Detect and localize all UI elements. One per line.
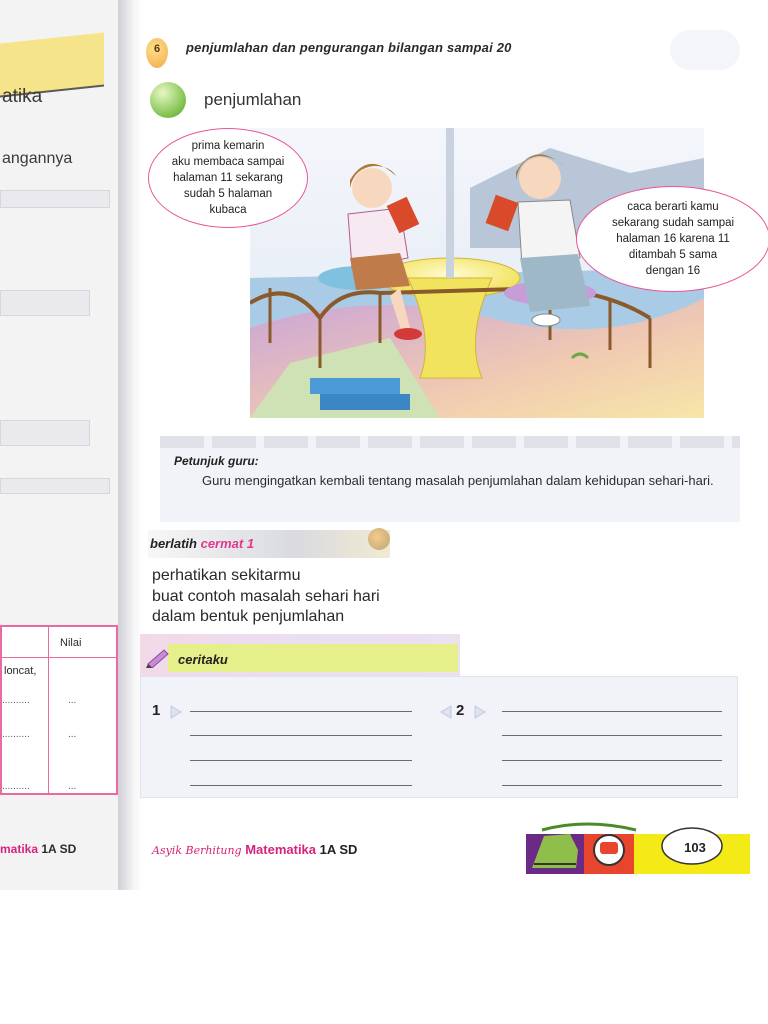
practice-label-accent: cermat 1 (200, 536, 255, 551)
speech-bubble-boy: caca berarti kamu sekarang sudah sampai halaman 16 karena 11 ditambah 5 sama dengan 16 (576, 186, 768, 292)
writing-line[interactable] (502, 760, 722, 761)
table-dotted-line: .......... (2, 695, 30, 706)
writing-line[interactable] (502, 711, 722, 712)
previous-page-subtitle: angannya (2, 150, 73, 167)
page-number: 103 (684, 840, 706, 855)
arrow-right-icon (168, 704, 184, 720)
practice-instructions (152, 566, 380, 628)
instruction-line: buat contoh masalah sehari hari (152, 587, 380, 605)
teacher-note-text: Guru mengingatkan kembali tentang masalah penjumlahan dalam kehidupan sehari-hari. (202, 473, 714, 488)
table-cell: ... (68, 729, 77, 740)
writing-line[interactable] (190, 760, 412, 761)
table-header: Nilai (60, 637, 82, 649)
flower-icon (368, 528, 390, 550)
practice-label: berlatih (150, 536, 197, 551)
pencil-icon (146, 646, 172, 668)
previous-footer-brand: matika (0, 842, 39, 856)
page-footer (152, 842, 357, 857)
table-row-label: loncat, (4, 665, 37, 677)
previous-page (0, 0, 132, 890)
writing-line[interactable] (190, 735, 412, 736)
writing-line[interactable] (190, 785, 412, 786)
previous-page-footer (0, 842, 76, 856)
writing-area (140, 676, 738, 798)
green-ball-icon (150, 82, 186, 118)
footer-brand: Matematika (245, 842, 317, 857)
story-item-number: 1 (152, 702, 161, 719)
previous-page-title: atika (2, 86, 43, 107)
balloon-badge-icon: 6 (146, 38, 168, 68)
story-label: ceritaku (178, 652, 228, 667)
table-cell: ... (68, 781, 77, 792)
arrow-left-icon (438, 704, 454, 720)
instruction-line: perhatikan sekitarmu (152, 567, 301, 584)
teacher-note-stripe (160, 436, 740, 448)
previous-page-ghost-band (0, 478, 110, 494)
teacher-note-title: Petunjuk guru: (174, 454, 259, 468)
chapter-title: penjumlahan dan pengurangan bilangan sampai 20 (186, 40, 512, 55)
instruction-line: dalam bentuk penjumlahan (152, 608, 345, 625)
speech-bubble-girl: prima kemarin aku membaca sampai halaman 11 sekarang sudah 5 halaman kubaca (148, 128, 308, 228)
previous-page-ghost-band (0, 190, 110, 208)
previous-page-ghost-box (0, 290, 90, 316)
previous-page-score-table (0, 625, 118, 795)
writing-line[interactable] (502, 785, 722, 786)
previous-footer-grade: 1A SD (41, 842, 77, 856)
footer-script: Asyik Berhitung (152, 844, 242, 857)
table-cell: ... (68, 695, 77, 706)
table-dotted-line: .......... (2, 781, 30, 792)
writing-line[interactable] (190, 711, 412, 712)
table-divider (48, 627, 49, 793)
bleed-through-mark (670, 30, 740, 70)
writing-line[interactable] (502, 735, 722, 736)
previous-page-ghost-box (0, 420, 90, 446)
story-item-number: 2 (456, 702, 465, 719)
practice-header (150, 536, 254, 551)
section-title: penjumlahan (204, 90, 302, 109)
textbook-page (140, 0, 750, 890)
table-divider (2, 657, 116, 658)
table-dotted-line: .......... (2, 729, 30, 740)
arrow-right-icon (472, 704, 488, 720)
footer-grade: 1A SD (319, 842, 358, 857)
